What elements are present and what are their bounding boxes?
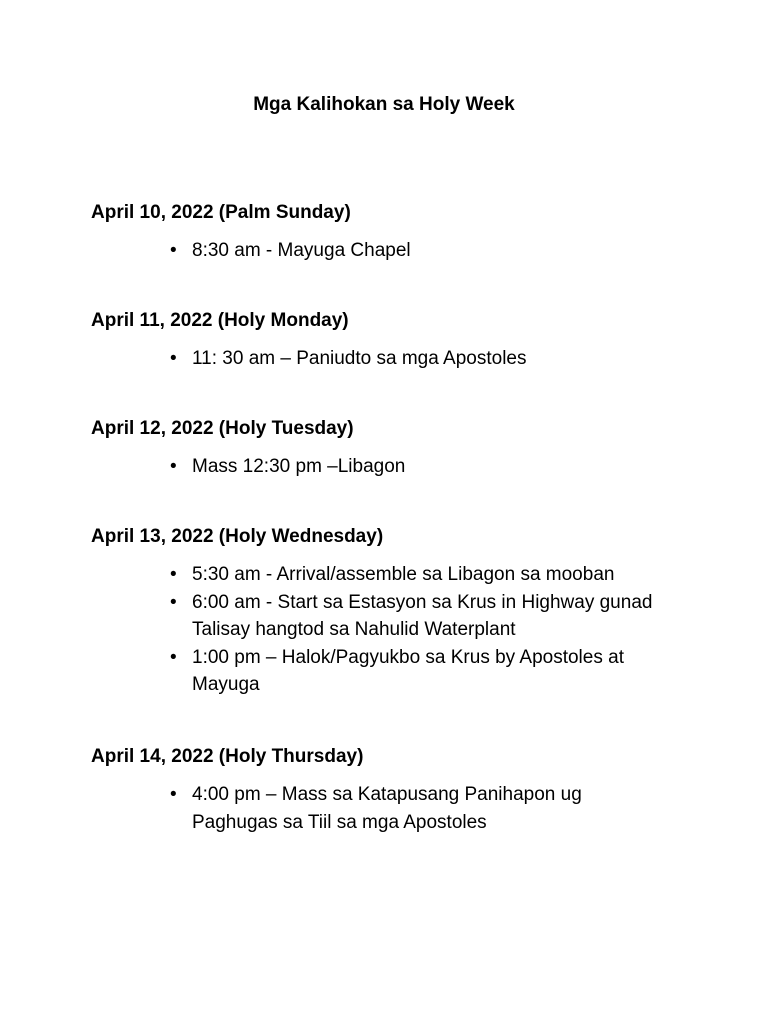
day-heading: April 10, 2022 (Palm Sunday) bbox=[91, 202, 351, 223]
list-item bbox=[91, 589, 662, 644]
bullet-icon: • bbox=[170, 591, 177, 613]
bullet-icon: • bbox=[170, 646, 177, 668]
bullet-icon: • bbox=[170, 348, 177, 369]
activity-text: 8:30 am - Mayuga Chapel bbox=[192, 240, 411, 261]
day-heading: April 14, 2022 (Holy Thursday) bbox=[91, 746, 364, 767]
activity-list bbox=[91, 781, 711, 836]
list-item bbox=[91, 453, 662, 481]
activity-text: 11: 30 am – Paniudto sa mga Apostoles bbox=[192, 348, 527, 369]
day-section-holy-thursday bbox=[91, 745, 711, 836]
day-section-holy-monday bbox=[91, 309, 711, 373]
list-item bbox=[91, 561, 662, 589]
activity-list bbox=[91, 453, 711, 481]
list-item bbox=[91, 781, 662, 836]
day-section-palm-sunday bbox=[91, 201, 711, 265]
day-heading: April 11, 2022 (Holy Monday) bbox=[91, 310, 349, 331]
document-title: Mga Kalihokan sa Holy Week bbox=[253, 94, 515, 115]
activity-list bbox=[91, 561, 711, 699]
activity-list bbox=[91, 237, 711, 265]
day-heading: April 13, 2022 (Holy Wednesday) bbox=[91, 526, 384, 547]
bullet-icon: • bbox=[170, 564, 177, 585]
bullet-icon: • bbox=[170, 784, 177, 805]
bullet-icon: • bbox=[170, 240, 177, 261]
bullet-icon: • bbox=[170, 456, 177, 477]
activity-text: 4:00 pm – Mass sa Katapusang Panihapon ug Paghugas sa Tiil sa mga Apostoles bbox=[192, 784, 582, 833]
day-section-holy-tuesday bbox=[91, 417, 711, 481]
day-heading: April 12, 2022 (Holy Tuesday) bbox=[91, 418, 354, 439]
list-item bbox=[91, 237, 662, 265]
list-item bbox=[91, 644, 662, 699]
activity-text: Mass 12:30 pm –Libagon bbox=[192, 456, 406, 477]
day-section-holy-wednesday bbox=[91, 525, 711, 699]
activity-list bbox=[91, 345, 711, 373]
activity-text: 1:00 pm – Halok/Pagyukbo sa Krus by Apostoles at Mayuga bbox=[192, 646, 624, 695]
activity-text: 5:30 am - Arrival/assemble sa Libagon sa mooban bbox=[192, 564, 615, 585]
list-item bbox=[91, 345, 662, 373]
activity-text: 6:00 am - Start sa Estasyon sa Krus in Highway gunad Talisay hangtod sa Nahulid Waterplant bbox=[192, 591, 653, 640]
